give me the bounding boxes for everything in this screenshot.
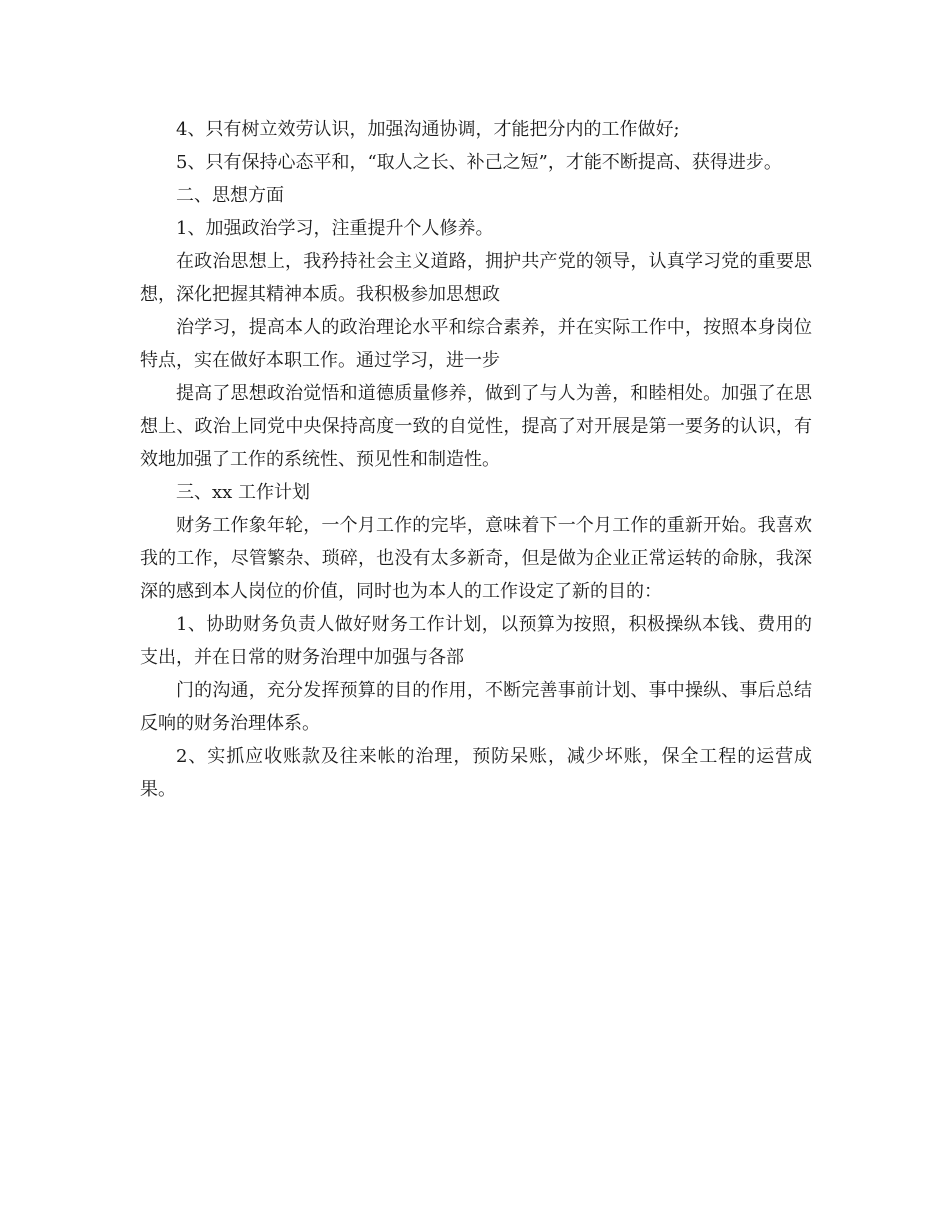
paragraph-finance-intro: 财务工作象年轮，一个月工作的完毕，意味着下一个月工作的重新开始。我喜欢我的工作，尽管繁杂、琐碎，也没有太多新奇，但是做为企业正常运转的命脉，我深深的感到本人岗位的价值，同时也为本人的工作设定了新的目的： xyxy=(140,515,812,602)
section-heading-work-plan: 三、xx 工作计划 xyxy=(176,482,311,503)
paragraph-item-4: 4、只有树立效劳认识，加强沟通协调，才能把分内的工作做好; xyxy=(176,119,680,140)
paragraph-study-continued: 治学习，提高本人的政治理论水平和综合素养，并在实际工作中，按照本身岗位特点，实在做好本职工作。通过学习，进一步 xyxy=(140,317,812,371)
paragraph-plan-item-2: 2、实抓应收账款及往来帐的治理，预防呆账，减少坏账，保全工程的运营成果。 xyxy=(140,746,812,800)
paragraph-political-study: 1、加强政治学习，注重提升个人修养。 xyxy=(176,218,494,239)
paragraph-plan-item-1-continued: 门的沟通，充分发挥预算的目的作用，不断完善事前计划、事中操纵、事后总结反响的财务治理体系。 xyxy=(140,680,812,734)
paragraph-plan-item-1: 1、协助财务负责人做好财务工作计划，以预算为按照，积极操纵本钱、费用的支出，并在日常的财务治理中加强与各部 xyxy=(140,614,812,668)
paragraph-political-thought: 在政治思想上，我矜持社会主义道路，拥护共产党的领导，认真学习党的重要思想，深化把握其精神本质。我积极参加思想政 xyxy=(140,251,812,305)
paragraph-item-5: 5、只有保持心态平和，“取人之长、补己之短”，才能不断提高、获得进步。 xyxy=(176,152,782,173)
document-page xyxy=(140,113,812,806)
section-heading-thought: 二、思想方面 xyxy=(176,185,284,206)
paragraph-improvement: 提高了思想政治觉悟和道德质量修养，做到了与人为善，和睦相处。加强了在思想上、政治上同党中央保持高度一致的自觉性，提高了对开展是第一要务的认识，有效地加强了工作的系统性、预见性和制造性。 xyxy=(140,383,812,470)
